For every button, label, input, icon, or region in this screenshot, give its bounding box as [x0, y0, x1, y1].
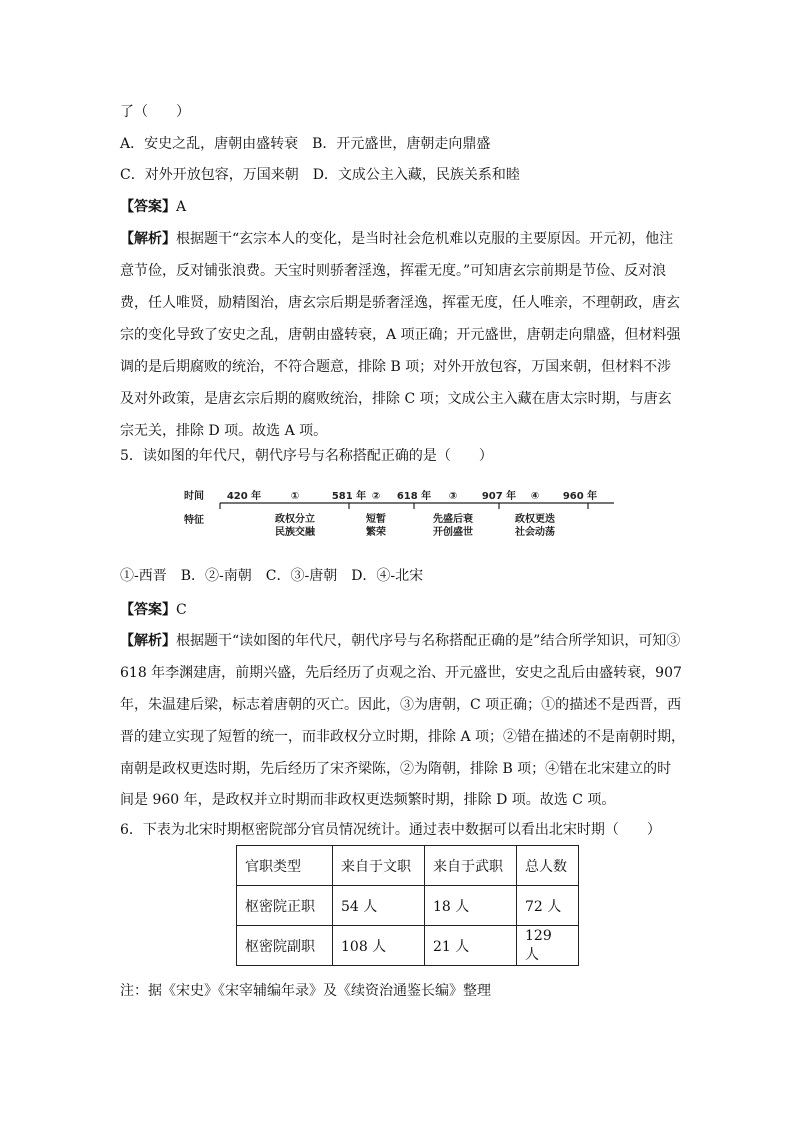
table-cell: 18 人	[425, 886, 517, 926]
timeline-mark-label: 960 年	[562, 491, 598, 502]
table-header-cell: 总人数	[517, 846, 579, 886]
timeline-feature-label: 特征	[184, 515, 204, 526]
timeline-mark-label: ①	[290, 491, 300, 502]
q5-analysis-line: 南朝是政权更迭时期，先后经历了宋齐梁陈，②为隋朝，排除 B 项；④错在北宋建立的时	[120, 761, 672, 777]
answer-tag: 【答案】	[120, 602, 176, 618]
timeline-feature-text: 开创盛世	[433, 527, 473, 538]
q5-analysis-line: 晋的建立实现了短暂的统一，而非政权分立时期，排除 A 项；②错在描述的不是南朝时期，	[120, 729, 686, 745]
timeline-mark-label: ②	[371, 491, 381, 502]
analysis-tag: 【解析】	[120, 633, 176, 649]
timeline-feature-text: 短暂	[366, 514, 386, 525]
q4-answer	[120, 197, 186, 217]
analysis-tag: 【解析】	[120, 231, 176, 247]
answer-value: C	[176, 602, 187, 618]
q4-analysis-line: 费，任人唯贤，励精图治，唐玄宗后期是骄奢淫逸，挥霍无度，任人唯亲，不理朝政，唐玄	[120, 295, 680, 311]
timeline-mark-label: 907 年	[481, 491, 517, 502]
q4-options-ab: A．安史之乱，唐朝由盛转衰 B．开元盛世，唐朝走向鼎盛	[120, 136, 491, 152]
table-cell: 枢密院副职	[237, 926, 333, 966]
table-cell: 72 人	[517, 886, 579, 926]
table-header-row	[237, 846, 579, 886]
timeline-mark-label: ③	[448, 491, 458, 502]
q4-analysis-line: 意节俭，反对铺张浪费。天宝时则骄奢淫逸，挥霍无度。”可知唐玄宗前期是节俭、反对浪	[120, 263, 667, 279]
table-row	[237, 886, 579, 926]
q5-answer	[120, 600, 187, 620]
table-cell: 129 人	[517, 926, 579, 966]
dynasty-timeline	[182, 486, 618, 540]
q4-options-cd: C．对外开放包容，万国来朝 D．文成公主入藏，民族关系和睦	[120, 167, 520, 183]
timeline-feature-text: 政权更迭	[515, 514, 555, 525]
timeline-mark-label: 420 年	[226, 491, 262, 502]
analysis-text: 根据题干“读如图的年代尺，朝代序号与名称搭配正确的是”结合所学知识，可知③	[176, 633, 681, 649]
q6-stem: 6．下表为北宋时期枢密院部分官员情况统计。通过表中数据可以看出北宋时期（ ）	[120, 822, 661, 838]
table-cell: 54 人	[333, 886, 425, 926]
q4-analysis-line: 宗的变化导致了安史之乱，唐朝由盛转衰，A 项正确；开元盛世，唐朝走向鼎盛，但材料强	[120, 327, 681, 343]
q5-analysis-line: 年，朱温建后梁，标志着唐朝的灭亡。因此，③为唐朝，C 项正确；①的描述不是西晋，西	[120, 697, 682, 713]
q4-analysis-line: 宗无关，排除 D 项。故选 A 项。	[120, 423, 328, 439]
table-cell: 枢密院正职	[237, 886, 333, 926]
timeline-feature-text: 繁荣	[366, 527, 386, 538]
table-cell: 108 人	[333, 926, 425, 966]
q4-stem-end: 了（ ）	[120, 104, 190, 120]
timeline-feature-text: 民族交融	[275, 527, 315, 538]
timeline-feature-text: 先盛后衰	[433, 514, 473, 525]
table-row	[237, 926, 579, 966]
timeline-feature-text: 社会动荡	[515, 527, 555, 538]
q4-analysis-line: 调的是后期腐败的统治，不符合题意，排除 B 项；对外开放包容，万国来朝，但材料不涉	[120, 359, 672, 375]
timeline-feature-text: 政权分立	[275, 514, 315, 525]
table-cell: 21 人	[425, 926, 517, 966]
table-header-cell: 来自于文职	[333, 846, 425, 886]
timeline-mark-label: 618 年	[396, 491, 432, 502]
timeline-mark-label: ④	[530, 491, 540, 502]
table-header-cell: 官职类型	[237, 846, 333, 886]
timeline-time-label: 时间	[184, 491, 204, 502]
q5-options: ①-西晋 B．②-南朝 C．③-唐朝 D．④-北宋	[120, 568, 424, 584]
timeline-mark-label: 581 年	[331, 491, 367, 502]
q5-analysis-line: 618 年李渊建唐，前期兴盛，先后经历了贞观之治、开元盛世，安史之乱后由盛转衰，907	[120, 665, 682, 681]
q5-stem: 5．读如图的年代尺，朝代序号与名称搭配正确的是（ ）	[120, 448, 493, 464]
q4-analysis-line: 及对外政策，是唐玄宗后期的腐败统治，排除 C 项；文成公主入藏在唐太宗时期，与唐玄	[120, 391, 672, 407]
analysis-text: 根据题干“玄宗本人的变化，是当时社会危机难以克服的主要原因。开元初，他注	[176, 231, 674, 247]
officials-table	[236, 845, 579, 966]
q5-analysis-line: 间是 960 年，是政权并立时期而非政权更迭频繁时期，排除 D 项。故选 C 项。	[120, 792, 616, 808]
q4-analysis-line	[120, 229, 673, 249]
answer-value: A	[176, 199, 187, 215]
table-header-cell: 来自于武职	[425, 846, 517, 886]
answer-tag: 【答案】	[120, 199, 176, 215]
q6-note: 注：据《宋史》《宋宰辅编年录》及《续资治通鉴长编》整理	[120, 983, 491, 999]
q5-analysis-line	[120, 631, 680, 651]
